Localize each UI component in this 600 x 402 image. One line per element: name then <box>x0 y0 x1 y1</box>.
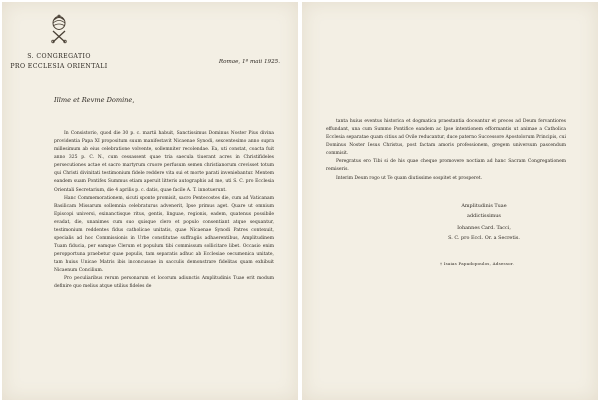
institution-name-line1: S. CONGREGATIO <box>27 53 91 60</box>
body-paragraph: In Consistorio, quod die 30 p. c. martii habuit, Sanctissimus Dominus Noster Pius divina providentia Papa XI propositum suum manifestavit Nicaenae Synodi, sexcentesimo anno supra millesimum ab eius celebratione volvente, sollemniter recolendae. Ea, uti constat, coacta fuit anno 325 p. C. N., cum cessassent quae tria saecula tiuerant acres in Christifideles persecutiones actae et sacro martyrum cruore perfusum semen christianorum crevisset totum qui Christi divinitati testimonium fidele reddere vita sui et morte parati inveniebantur. Mentem eandem suam Pontifex Summus etiam aperuit litteris autographis ad me, uti S. C. pro Ecclesia Orientali Secretarium, die 4 aprilis p. c. datis, quae facile A. T. innotuerunt. <box>54 131 274 193</box>
letter-dateline: Romae, 1ª maii 1925. <box>218 59 280 65</box>
adsessor-footnote: † Isaias Papadopoulos, Adsessor. <box>440 261 514 266</box>
body-paragraph: Interim Deum rogo ut Te quam diutissime sospitet et prosperet. <box>336 175 483 181</box>
body-paragraph: Pro peculiaribus rerum personarum et locorum adiunctis Amplitudinis Tuae erit modum definire quo melius atque utilius fideles de <box>54 276 274 290</box>
closing-line: addictissimus <box>467 213 501 219</box>
letter-salutation: Illme et Revme Domine, <box>54 96 135 104</box>
body-paragraph: Hanc Commemorationem, sicuti sponte promisit, sacro Pentecostes die, cum ad Vaticanam Basilicam Missarum sollemnia celebraturus advenerit, Ipse primus aget. Quare ut omnium Episcopi universi, exinanctisque ritus, gentis, linguae, regionis, eadem, quatenus possibile evadat, die, unanimes cum suo quisque clero et populo consentiant atque sequantur, testimonium reddentes fidus catholicae unitatis, quae Nicaenae Synodi Patres contexuit, specialis ad hoc Commissionis in Urbe constitutae suffragiis adhaerentibus, Amplitudinem Tuam fiducia, per eamque Clerum et populum tibi commissum sollicitare libet. Occasio enim peropportuna praebetur quae populis, tam separatis adhuc ab Ecclesiae oecumenica unitate, tam huius Unicae Matris ibis inconcussae in sacculis demonstrare fidelitas quam exhibuit Nicaenum Concilium. <box>54 195 274 274</box>
body-paragraph: tanta huius eventus historica et dogmatica praestantia doceantur et preces ad Deum fervantiores effundant, una cum Summo Pontifice eandem ac Ipse intentionem efformantis ut animae a Catholica Ecclesia separatae quam citius ad Ovile reducantur, duce paterno Successore Apostolorum Principis, cui Dominus Noster Iesus Christus, post factam amoris professionem, gregem universum pascendum commisit. <box>326 119 566 157</box>
signatory-title: S. C. pro Eccl. Or. a Secretis. <box>448 235 520 241</box>
letter-body-right <box>326 118 566 183</box>
letter-body-left <box>54 130 274 292</box>
signatory-name: Iohannes Card. Tacci, <box>457 225 511 231</box>
papal-crest-icon <box>48 14 70 44</box>
right-page <box>302 2 598 400</box>
institution-name-line2: PRO ECCLESIA ORIENTALI <box>10 63 108 70</box>
left-page <box>2 2 298 400</box>
body-paragraph: Peregratus ero Tibi si de his quae cheque promovere noctiam ad hanc Sacram Congregationem remiseris. <box>326 159 566 173</box>
closing-line: Amplitudinis Tuae <box>461 203 507 209</box>
